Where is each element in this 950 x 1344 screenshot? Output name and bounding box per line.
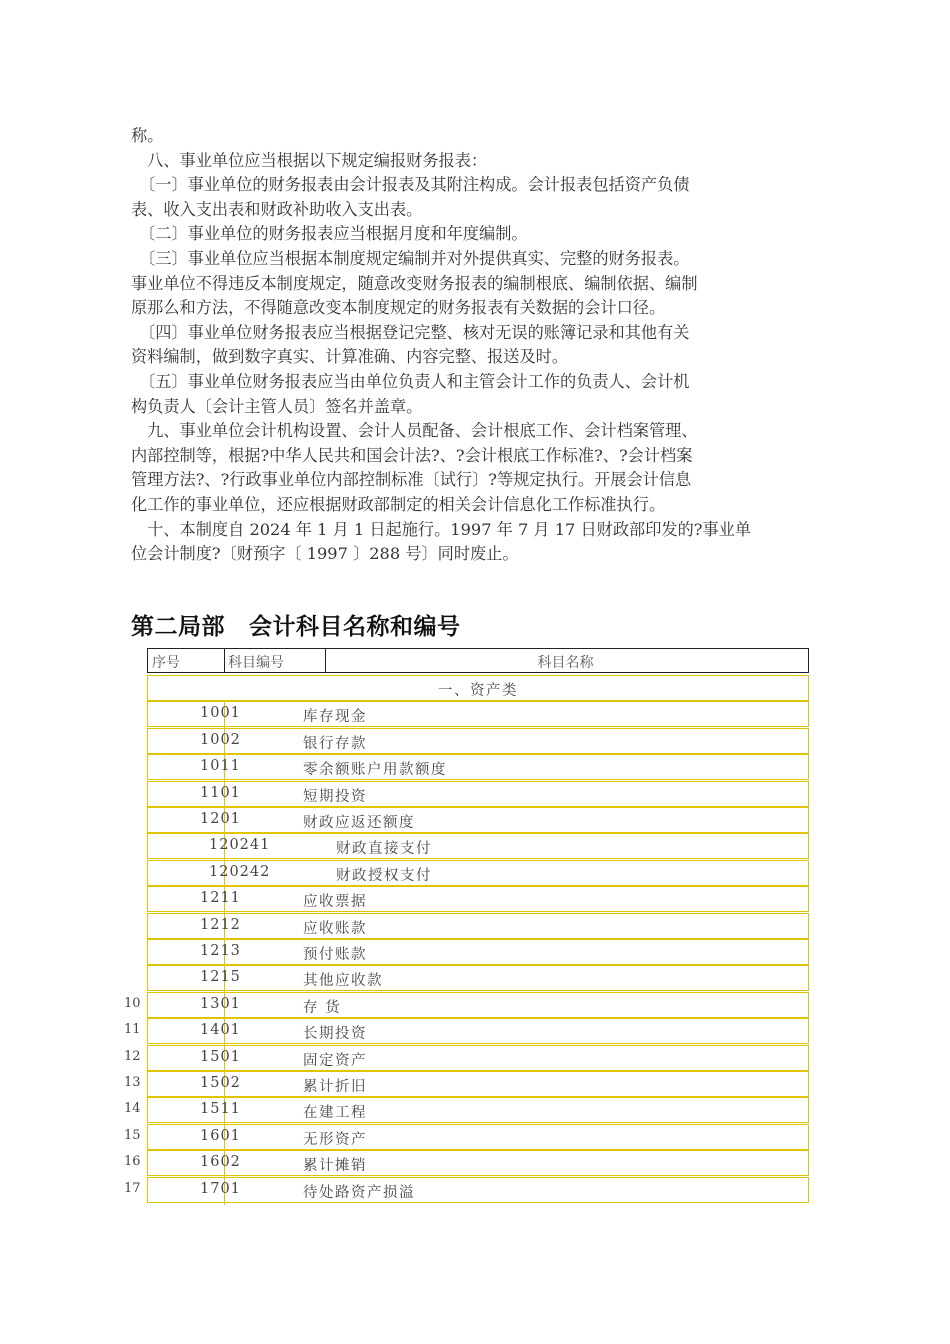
table-row — [147, 992, 809, 1018]
account-code: 1011 — [200, 758, 241, 775]
paragraph-line: 构负责人〔会计主管人员〕签名并盖章。 — [131, 396, 423, 416]
account-code: 1511 — [200, 1101, 241, 1118]
table-row — [147, 1071, 809, 1097]
paragraph-line: 资料编制，做到数字真实、计算准确、内容完整、报送及时。 — [131, 347, 569, 367]
table-row — [147, 781, 809, 807]
row-serial-number: 12 — [124, 1048, 141, 1064]
paragraph-line: 十、本制度自 2024 年 1 月 1 日起施行。1997 年 7 月 17 日财政部印发的?事业单 — [131, 519, 752, 539]
row-serial-number: 14 — [124, 1101, 141, 1117]
paragraph-line: 管理方法?、?行政事业单位内部控制标准〔试行〕?等规定执行。开展会计信息 — [131, 470, 692, 490]
account-name: 财政授权支付 — [336, 867, 432, 884]
paragraph-line: 九、事业单位会计机构设置、会计人员配备、会计根底工作、会计档案管理、 — [131, 421, 698, 441]
paragraph-line: 〔二〕事业单位的财务报表应当根据月度和年度编制。 — [131, 224, 528, 244]
table-row — [147, 833, 809, 859]
paragraph-line: 〔三〕事业单位应当根据本制度规定编制并对外提供真实、完整的财务报表。 — [131, 248, 690, 268]
account-name: 待处路资产损溢 — [303, 1184, 415, 1201]
regulation-body-text — [131, 124, 821, 567]
section-title-label: 会计科目名称和编号 — [249, 614, 461, 640]
paragraph-line: 表、收入支出表和财政补助收入支出表。 — [131, 199, 423, 219]
section-heading — [131, 608, 461, 641]
table-row — [147, 886, 809, 912]
row-serial-number: 11 — [124, 1022, 141, 1038]
row-serial-number: 16 — [124, 1154, 141, 1170]
paragraph-line: 化工作的事业单位，还应根据财政部制定的相关会计信息化工作标准执行。 — [131, 494, 666, 514]
account-name: 长期投资 — [303, 1026, 367, 1043]
table-row — [147, 1045, 809, 1071]
paragraph-line: 位会计制度?〔财预字〔 1997 〕288 号〕同时废止。 — [131, 544, 519, 564]
row-serial-number: 17 — [124, 1180, 141, 1196]
account-name: 财政应返还额度 — [303, 815, 415, 831]
account-code: 1201 — [200, 811, 241, 827]
table-row — [147, 1177, 809, 1203]
account-name: 短期投资 — [303, 788, 367, 805]
account-name: 固定资产 — [303, 1052, 367, 1069]
table-row — [147, 939, 809, 965]
account-code: 1602 — [200, 1154, 241, 1171]
section-part-label: 第二局部 — [131, 614, 225, 640]
account-name: 累计摊销 — [303, 1158, 367, 1175]
account-name: 应收票据 — [303, 894, 367, 911]
table-row — [147, 728, 809, 754]
row-serial-number: 13 — [124, 1075, 141, 1090]
category-row — [147, 675, 809, 701]
paragraph-line: 八、事业单位应当根据以下规定编报财务报表： — [131, 150, 488, 170]
account-code: 1501 — [200, 1048, 241, 1065]
account-name: 存 货 — [303, 999, 342, 1016]
table-row — [147, 860, 809, 886]
table-row — [147, 1097, 809, 1123]
account-code: 1212 — [200, 916, 241, 933]
header-account-code: 科目编号 — [228, 655, 284, 671]
paragraph-line: 内部控制等，根据?中华人民共和国会计法?、?会计根底工作标准?、?会计档案 — [131, 445, 693, 465]
category-label: 一、资产类 — [438, 683, 518, 699]
header-serial-number: 序号 — [152, 655, 180, 671]
account-code: 1211 — [200, 890, 241, 907]
account-code: 1701 — [200, 1180, 241, 1197]
account-name: 在建工程 — [303, 1105, 367, 1122]
table-row — [147, 1150, 809, 1176]
header-account-name: 科目名称 — [537, 655, 594, 671]
table-header-row — [147, 648, 809, 673]
account-code: 1401 — [200, 1022, 241, 1039]
paragraph-line: 事业单位不得违反本制度规定，随意改变财务报表的编制根底、编制依据、编制 — [131, 273, 698, 293]
account-code: 1215 — [200, 969, 241, 986]
account-code: 1213 — [200, 943, 241, 959]
account-code: 120241 — [209, 837, 271, 854]
row-serial-number: 15 — [124, 1127, 141, 1143]
account-name: 零余额账户用款额度 — [303, 762, 447, 779]
table-row — [147, 965, 809, 991]
account-name: 财政直接支付 — [336, 841, 432, 858]
account-name: 银行存款 — [303, 735, 367, 752]
table-row — [147, 1018, 809, 1044]
account-name: 应收账款 — [303, 920, 367, 937]
paragraph-line: 〔五〕事业单位财务报表应当由单位负责人和主管会计工作的负责人、会计机 — [131, 371, 690, 391]
table-row — [147, 754, 809, 780]
account-code: 1601 — [200, 1127, 241, 1144]
account-name: 无形资产 — [303, 1131, 367, 1148]
account-name: 累计折旧 — [303, 1079, 367, 1095]
account-code: 1001 — [200, 705, 241, 722]
account-code: 1002 — [200, 731, 241, 748]
paragraph-line: 原那么和方法，不得随意改变本制度规定的财务报表有关数据的会计口径。 — [131, 298, 666, 318]
table-row — [147, 913, 809, 939]
paragraph-line: 称。 — [131, 126, 164, 145]
account-code: 1502 — [200, 1075, 241, 1091]
paragraph-line: 〔一〕事业单位的财务报表由会计报表及其附注构成。会计报表包括资产负债 — [131, 175, 690, 195]
account-code: 1101 — [200, 784, 241, 801]
account-code: 120242 — [209, 863, 271, 880]
table-row — [147, 1124, 809, 1150]
account-code: 1301 — [200, 995, 241, 1012]
paragraph-line: 〔四〕事业单位财务报表应当根据登记完整、核对无误的账簿记录和其他有关 — [131, 322, 690, 342]
table-row — [147, 701, 809, 727]
account-name: 其他应收款 — [303, 973, 383, 990]
account-name: 库存现金 — [303, 709, 367, 726]
account-name: 预付账款 — [303, 947, 367, 963]
row-serial-number: 10 — [124, 995, 141, 1011]
table-row — [147, 807, 809, 833]
accounts-table — [147, 675, 809, 1205]
